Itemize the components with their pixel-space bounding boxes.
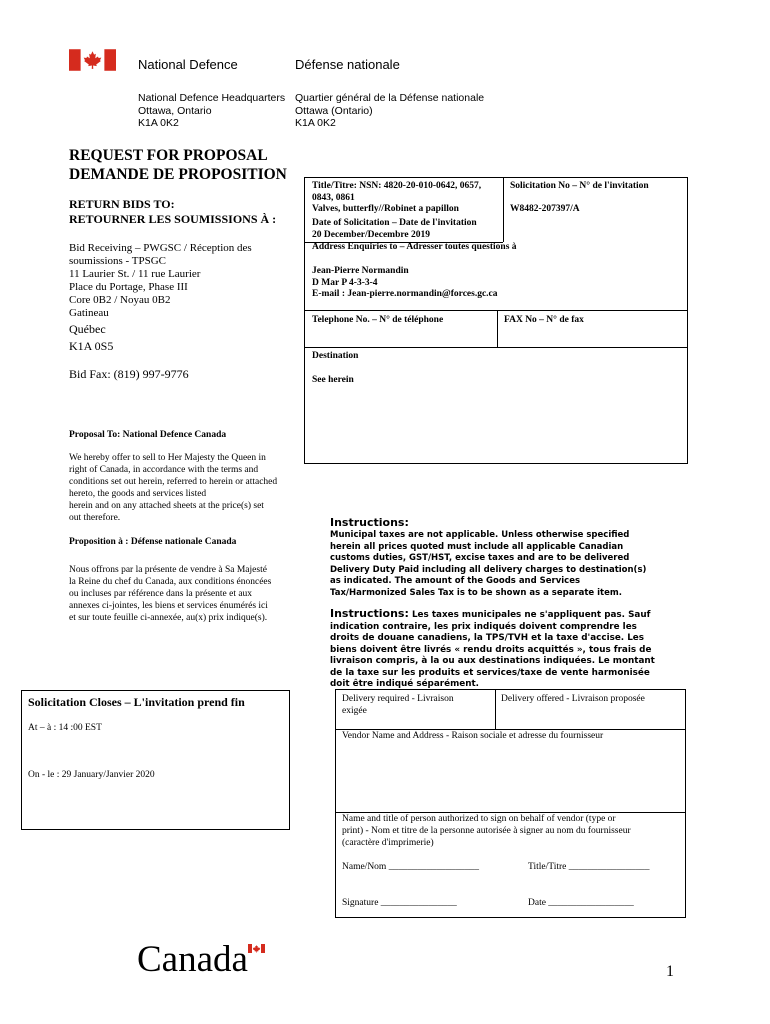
proposal-to-en: Proposal To: National Defence Canada <box>69 430 227 440</box>
wordmark-flag-icon <box>248 944 265 953</box>
department-name-fr: Défense nationale <box>295 57 400 72</box>
proposal-body-en <box>69 452 277 524</box>
return-bids-fr: RETOURNER LES SOUMISSIONS À : <box>69 212 277 226</box>
solicitation-closes-title: Solicitation Closes – L'invitation prend fin <box>28 695 245 709</box>
hq-line: K1A 0K2 <box>295 117 336 129</box>
delivery-required-line: Delivery required - Livraison <box>342 694 454 704</box>
enquiries-label: Address Enquiries to – Adresser toutes questions à <box>312 242 517 252</box>
authorized-line: Name and title of person authorized to sign on behalf of vendor (type or <box>342 814 616 824</box>
instructions-fr-first-line <box>330 608 655 622</box>
delivery-required-label <box>342 693 454 717</box>
title-en: REQUEST FOR PROPOSAL <box>69 147 268 164</box>
proposal-line: We hereby offer to sell to Her Majesty the Queen in <box>69 453 266 463</box>
proposal-line: Nous offrons par la présente de vendre à Sa Majesté <box>69 565 267 575</box>
contact-email: E-mail : Jean-pierre.normandin@forces.gc.ca <box>312 289 498 299</box>
solicitation-number-value: W8482-207397/A <box>510 204 580 214</box>
divider <box>495 689 496 729</box>
document-title <box>69 146 287 184</box>
address-line: 11 Laurier St. / 11 rue Laurier <box>69 268 201 280</box>
signature-field[interactable]: Signature ________________ <box>342 898 457 908</box>
instructions-line: droits de douane canadiens, la TPS/TVH et la taxe d'accise. Les <box>330 633 645 643</box>
hq-line: Ottawa (Ontario) <box>295 104 373 117</box>
closing-time: At – à : 14 :00 EST <box>28 723 102 733</box>
address-line: Place du Portage, Phase III <box>69 281 188 293</box>
address-line: Gatineau <box>69 307 109 319</box>
proposal-body-fr <box>69 564 271 624</box>
destination-value: See herein <box>312 375 354 385</box>
hq-address-en <box>138 92 285 130</box>
solicitation-number-label: Solicitation No – N° de l'invitation <box>510 181 649 191</box>
address-province: Québec <box>69 322 106 336</box>
vendor-box <box>335 689 686 918</box>
date-field[interactable]: Date __________________ <box>528 898 634 908</box>
solicitation-closes-box <box>21 690 290 830</box>
date-of-solicitation-value: 20 December/Decembre 2019 <box>312 230 430 240</box>
proposal-line: et sur toute feuille ci-annexée, au(x) prix indique(s). <box>69 613 268 623</box>
name-field[interactable]: Name/Nom ___________________ <box>342 862 479 872</box>
title-fr: DEMANDE DE PROPOSITION <box>69 166 287 183</box>
hq-address-fr <box>295 92 484 130</box>
delivery-offered-label: Delivery offered - Livraison proposée <box>501 694 645 704</box>
instructions-line: Tax/Harmonized Sales Tax is to be shown as a separate item. <box>330 587 622 598</box>
instructions-fr <box>330 608 655 691</box>
instructions-line: livraison compris, à la ou aux destinations indiquées. Le montant <box>330 656 655 666</box>
instructions-heading-en: Instructions: <box>330 516 409 529</box>
instructions-line: herein all prices quoted must include all applicable Canadian <box>330 541 624 552</box>
proposal-line: right of Canada, in accordance with the terms and <box>69 465 259 475</box>
vendor-name-address-label: Vendor Name and Address - Raison sociale et adresse du fournisseur <box>342 731 604 741</box>
page-number: 1 <box>666 963 674 980</box>
bid-fax: Bid Fax: (819) 997-9776 <box>69 367 189 381</box>
contact-code: D Mar P 4-3-3-4 <box>312 277 378 288</box>
proposal-to-fr: Proposition à : Défense nationale Canada <box>69 537 237 547</box>
instructions-line: customs duties, GST/HST, excise taxes and are to be delivered <box>330 553 630 563</box>
address-postal: K1A 0S5 <box>69 339 114 353</box>
title-field <box>312 181 498 216</box>
proposal-line: out therefore. <box>69 513 121 523</box>
instructions-line: Municipal taxes are not applicable. Unless otherwise specified <box>330 530 630 540</box>
instructions-line: Delivery Duty Paid including all delivery charges to destination(s) <box>330 564 647 575</box>
department-name-en: National Defence <box>138 57 238 72</box>
proposal-line: herein and on any attached sheets at the price(s) set <box>69 501 264 511</box>
instructions-line: indication contraire, les prix indiqués doivent comprendre les <box>330 621 637 632</box>
destination-label: Destination <box>312 351 359 361</box>
proposal-line: hereto, the goods and services listed <box>69 489 207 499</box>
canada-wordmark: Canada <box>137 939 248 980</box>
title-field-vendor[interactable]: Title/Titre _________________ <box>528 862 650 872</box>
proposal-line: annexes ci-jointes, les biens et services énumérés ici <box>69 601 268 611</box>
proposal-line: ou incluses par référence dans la présente et aux <box>69 589 253 599</box>
instructions-line: Les taxes municipales ne s'appliquent pas. Sauf <box>411 610 651 620</box>
authorized-line: (caractère d'imprimerie) <box>342 838 434 848</box>
hq-line: Quartier général de la Défense nationale <box>295 92 485 104</box>
hq-line: Ottawa, Ontario <box>138 104 212 117</box>
closing-date: On - le : 29 January/Janvier 2020 <box>28 770 155 780</box>
return-bids-heading <box>69 197 276 227</box>
instructions-line: as indicated. The amount of the Goods and Services <box>330 576 581 586</box>
authorized-person-label <box>342 813 631 849</box>
fax-label: FAX No – N° de fax <box>504 315 584 325</box>
title-value: Valves, butterfly//Robinet a papillon <box>312 204 459 214</box>
proposal-line: la Reine du chef du Canada, aux conditions énoncées <box>69 577 272 587</box>
delivery-required-line: exigée <box>342 706 367 716</box>
bid-receiving-address <box>69 242 252 320</box>
return-bids-en: RETURN BIDS TO: <box>69 197 175 211</box>
contact-name: Jean-Pierre Normandin <box>312 266 409 276</box>
hq-line: National Defence Headquarters <box>138 92 286 104</box>
proposal-line: conditions set out herein, referred to herein or attached <box>69 477 278 487</box>
address-line: Bid Receiving – PWGSC / Réception des <box>69 242 252 254</box>
hq-line: K1A 0K2 <box>138 117 179 129</box>
divider <box>304 347 688 348</box>
authorized-line: print) - Nom et titre de la personne autorisée à signer au nom du fournisseur <box>342 826 631 836</box>
contact-block <box>312 266 498 301</box>
instructions-en <box>330 530 646 599</box>
instructions-line: doit être indiqué séparément. <box>330 679 480 689</box>
address-line: Core 0B2 / Noyau 0B2 <box>69 294 171 306</box>
divider <box>503 177 504 242</box>
instructions-heading-fr: Instructions: <box>330 607 409 620</box>
instructions-line: de la taxe sur les produits et services/taxe de vente harmonisée <box>330 667 650 678</box>
telephone-label: Telephone No. – N° de téléphone <box>312 315 444 325</box>
title-label: Title/Titre: NSN: 4820-20-010-0642, 0657, 0843, 0861 <box>312 181 482 203</box>
instructions-line: biens doivent être livrés « rendu droits acquittés », tous frais de <box>330 644 652 655</box>
divider <box>497 310 498 347</box>
address-line: soumissions - TPSGC <box>69 255 166 267</box>
divider <box>304 310 688 311</box>
canada-flag-icon <box>69 49 116 71</box>
date-of-solicitation-label: Date of Solicitation – Date de l'invitation <box>312 218 477 228</box>
